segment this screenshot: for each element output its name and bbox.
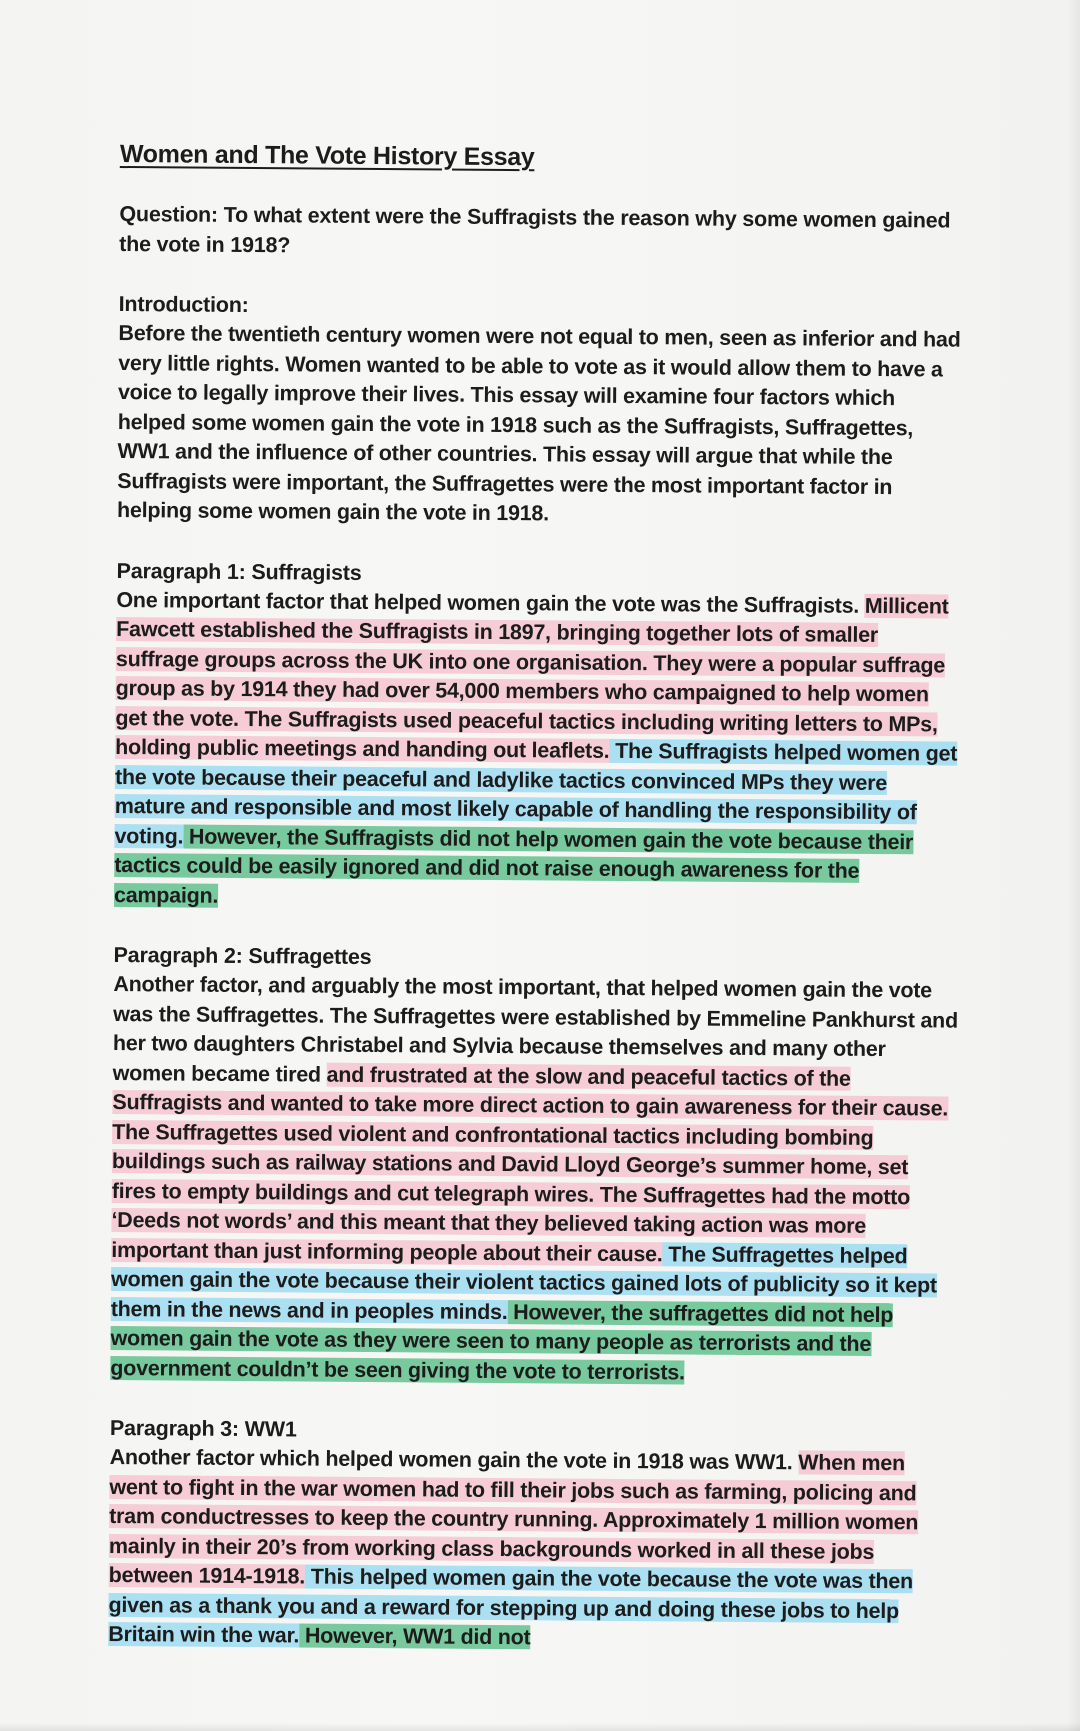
paragraph-2-section — [110, 940, 958, 1390]
paragraph-2-point: Another factor, and arguably the most important, that helped women gain the vote was the Suffragettes. The Suffragettes were established by Emmeline Pankhurst and her two daughters Christabel and Sylvia because themselves and many other women became tired — [112, 971, 958, 1087]
paragraph-1-evidence-highlight: Millicent Fawcett established the Suffragists in 1897, bringing together lots of smaller suffrage groups across the UK into one organisation. They were a popular suffrage group as by 1914 they had over 54,000 members who campaigned to help women get the vote. The Suffragists used peaceful tactics including writing letters to MPs, holding public meetings and handing out leaflets. — [115, 593, 949, 763]
paragraph-3-point: Another factor which helped women gain the vote in 1918 was WW1. — [109, 1444, 799, 1475]
introduction-heading: Introduction: — [118, 291, 249, 318]
essay-title: Women and The Vote History Essay — [119, 140, 535, 172]
paragraph-1-counter-highlight: However, the Suffragists did not help women gain the vote because their tactics could be easily ignored and did not raise enough awareness for the campaign. — [113, 824, 914, 908]
paragraph-3-text — [108, 1443, 955, 1656]
paragraph-2-evidence-highlight: and frustrated at the slow and peaceful tactics of the Suffragists and wanted to take more direct action to gain awareness for their cause. The Suffragettes used violent and confrontational tactics including bombing buildings such as railway stations and David Lloyd George’s summer home, set fires to empty buildings and cut telegraph wires. The Suffragettes had the motto ‘Deeds not words’ and this meant that they believed taking action was more important than just informing people about their cause. — [111, 1062, 949, 1266]
introduction-section — [117, 289, 964, 532]
page-edge-shadow — [1066, 0, 1080, 1731]
paragraph-1-point: One important factor that helped women gain the vote was the Suffragists. — [116, 587, 865, 618]
paragraph-1-section — [114, 555, 962, 916]
paragraph-3-counter-highlight: However, WW1 did not — [299, 1623, 531, 1650]
paragraph-3-section — [108, 1413, 955, 1656]
paragraph-2-heading: Paragraph 2: Suffragettes — [113, 942, 372, 969]
essay-question: Question: To what extent were the Suffragists the reason why some women gained the vote in 1918? — [119, 201, 951, 258]
paragraph-3-heading: Paragraph 3: WW1 — [109, 1415, 297, 1442]
paragraph-2-counter-highlight: However, the suffragettes did not help women gain the vote as they were seen to many people as terrorists and the government couldn’t be seen giving the vote to terrorists. — [110, 1299, 894, 1384]
page-bottom-shadow — [0, 1723, 1080, 1731]
paragraph-3-evidence-highlight: When men went to fight in the war women had to fill their jobs such as farming, policing and tram conductresses to keep the country running. Approximately 1 million women mainly in their 20’s from working class backgrounds worked in all these jobs between 1914-1918. — [108, 1450, 919, 1589]
paragraph-2-text — [110, 970, 958, 1390]
essay-body — [108, 140, 965, 1686]
paragraph-1-text — [114, 585, 962, 916]
paragraph-1-heading: Paragraph 1: Suffragists — [116, 558, 362, 585]
paragraph-2-explanation-highlight: The Suffragettes helped women gain the vote because their violent tactics gained lots of publicity so it kept them in the news and in peoples minds. — [110, 1241, 937, 1324]
paragraph-3-explanation-highlight: This helped women gain the vote because the vote was then given as a thank you and a reward for stepping up and doing these jobs to help Britain win the war. — [108, 1564, 914, 1648]
paragraph-1-explanation-highlight: The Suffragists helped women get the vote because their peaceful and ladylike tactics convinced MPs they were mature and responsible and most likely capable of handling the responsibility of voting. — [114, 738, 958, 849]
introduction-text: Before the twentieth century women were not equal to men, seen as inferior and had very little rights. Women wanted to be able to vote as it would allow them to have a voice to legally improve their lives. This essay will examine four factors which helped some women gain the vote in 1918 such as the Suffragists, Suffragettes, WW1 and the influence of other countries. This essay will argue that while the Suffragists were important, the Suffragettes were the most important factor in helping some women gain the vote in 1918. — [116, 320, 961, 526]
